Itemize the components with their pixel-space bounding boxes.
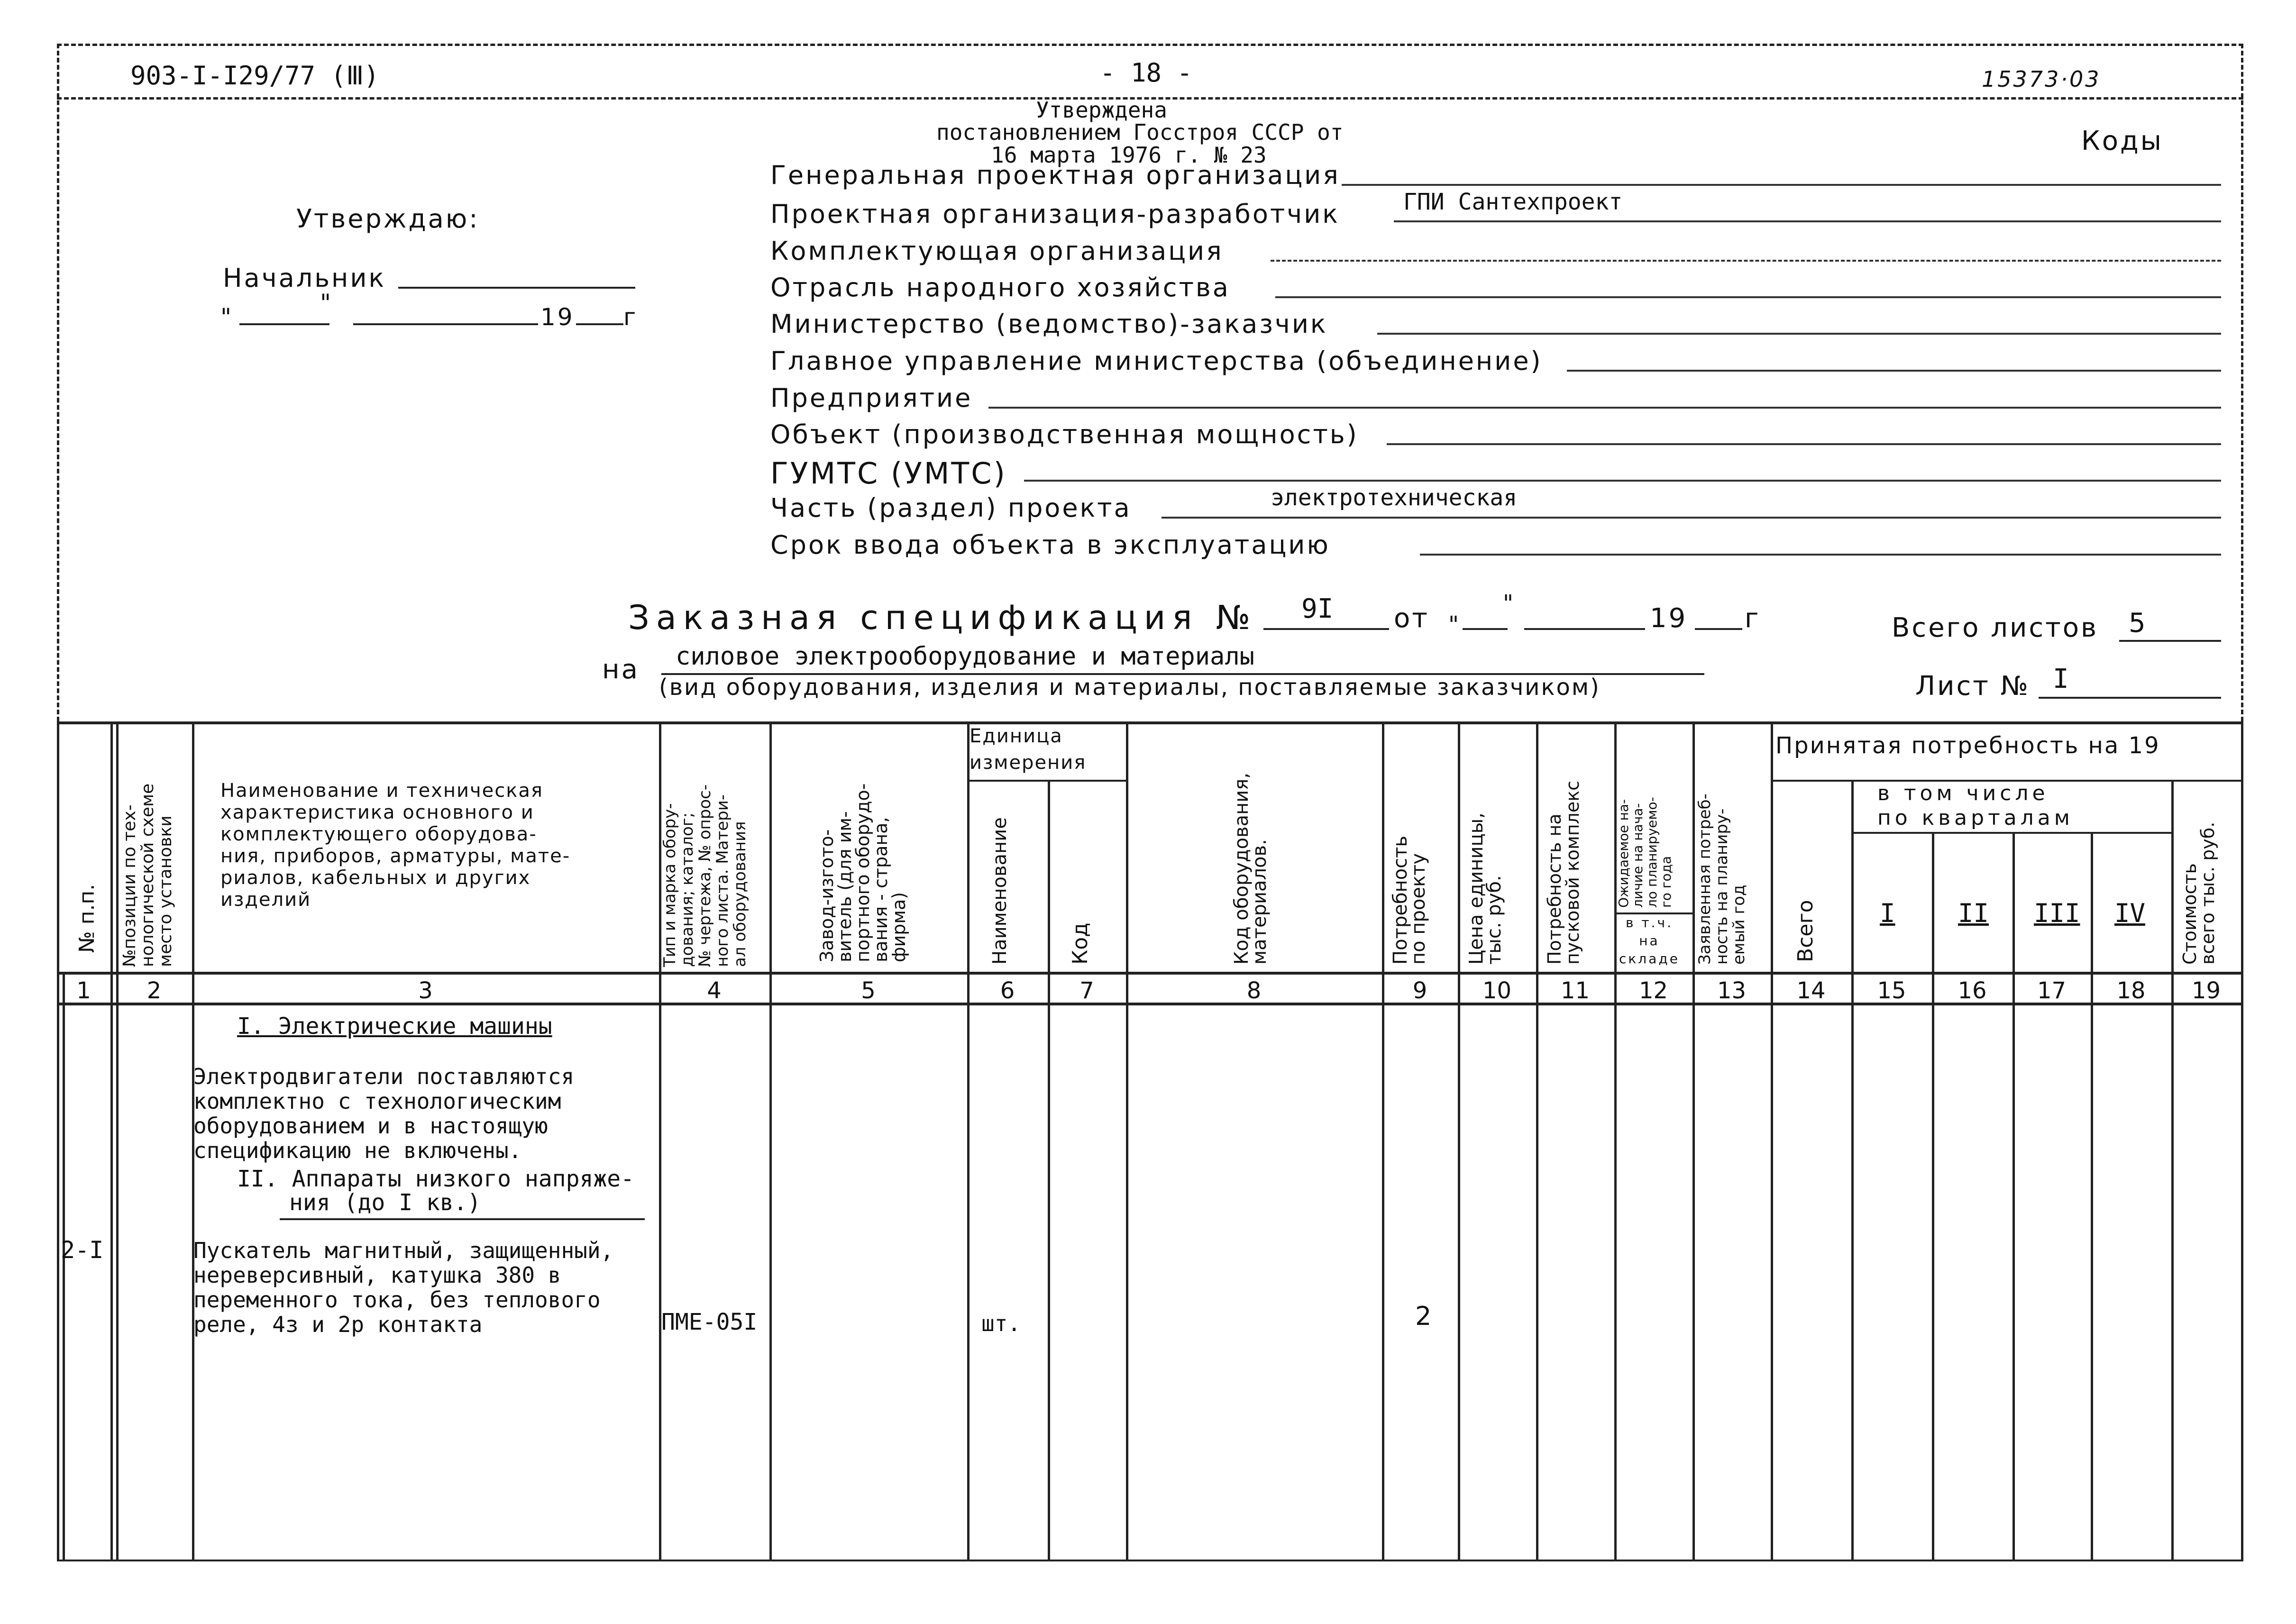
colnum-19: 19: [2191, 977, 2221, 1004]
header-c15: I: [1880, 898, 1895, 928]
section-1-note: Электродвигатели поставляются комплектно с технологическим оборудованием и в настоящую спецификацию не включены.: [193, 1064, 575, 1163]
col-border-7: [1126, 721, 1128, 1560]
codes-label: Коды: [2081, 126, 2163, 156]
field-complect-org-line: [1271, 260, 2221, 262]
header-c14: Всего: [1793, 900, 1818, 962]
col-border-14: [1851, 780, 1854, 1560]
colnum-14: 14: [1796, 977, 1826, 1004]
col-border-18: [2171, 780, 2174, 1560]
header-c10: Цена единицы, тыс. руб.: [1465, 812, 1505, 965]
col-border-4: [769, 721, 772, 1560]
header-c5: Завод-изгото- витель (для им- портного оборудо- вания - страна, фирма): [816, 783, 909, 962]
chief-signature-line: [398, 287, 635, 289]
approved-note-line2: постановлением Госстроя СССР от: [936, 119, 1344, 145]
chief-label: Начальник: [223, 263, 386, 293]
frame-left: [57, 44, 59, 721]
field-gumts: ГУМТС (УМТС): [770, 456, 1007, 491]
spec-subject-caption: (вид оборудования, изделия и материалы, поставляемые заказчиком): [659, 674, 1601, 701]
colnum-12: 12: [1638, 977, 1668, 1004]
header-accepted-group: Принятая потребность на 19: [1775, 732, 2160, 759]
col-border-6: [1048, 780, 1050, 1560]
field-industry: Отрасль народного хозяйства: [770, 273, 1230, 302]
colnum-1: 1: [76, 977, 91, 1004]
header-c4: Тип и марка обору- дования; каталог; № чертежа, № опрос- ного листа. Матери- ал оборудования: [660, 784, 750, 967]
field-general-org: Генеральная проектная организация: [770, 160, 1340, 190]
row-quantity: 2: [1415, 1301, 1434, 1331]
colnum-17: 17: [2037, 977, 2067, 1004]
spec-subject: силовое электрооборудование и материалы: [676, 642, 1254, 671]
field-enterprise-line: [988, 407, 2221, 409]
spec-month-line: [1524, 628, 1645, 630]
header-c12-bottom: в т.ч. на складе: [1619, 915, 1680, 967]
field-main-directorate: Главное управление министерства (объединение): [770, 346, 1543, 376]
date-quote-close: ": [320, 289, 333, 317]
col-border-0: [57, 721, 59, 1560]
col-border-8: [1382, 721, 1384, 1560]
approve-year-suffix: г: [623, 303, 638, 331]
col-border-1: [110, 721, 113, 1560]
approve-year-line: [576, 323, 623, 325]
field-ministry-line: [1377, 333, 2221, 335]
field-complect-org: Комплектующая организация: [770, 236, 1224, 266]
col-border-13: [1771, 721, 1773, 1560]
frame-right: [2241, 44, 2243, 721]
field-general-org-line: [1342, 184, 2221, 186]
colnum-15: 15: [1877, 977, 1906, 1004]
field-commission-date-line: [1420, 554, 2221, 556]
date-quote-open: ": [220, 303, 233, 331]
col-border-12: [1692, 721, 1695, 1560]
field-commission-date: Срок ввода объекта в эксплуатацию: [770, 530, 1330, 560]
approve-year-prefix: 19: [540, 303, 575, 331]
spec-date-close: ": [1503, 590, 1516, 617]
header-c13: Заявленная потреб- ность на планиру- емый год: [1695, 794, 1748, 965]
spec-year-suffix: г: [1745, 603, 1761, 634]
colnum-7: 7: [1079, 977, 1094, 1004]
sheet-value: I: [2053, 664, 2069, 694]
unit-group-rule: [967, 780, 1126, 782]
colnum-10: 10: [1482, 977, 1512, 1004]
row-unit: шт.: [981, 1311, 1021, 1336]
spec-title: Заказная спецификация №: [628, 598, 1257, 637]
colnum-18: 18: [2116, 977, 2146, 1004]
table-bottom-border: [57, 1560, 2243, 1561]
col-border-0b: [63, 972, 65, 1560]
col-border-1b: [116, 721, 119, 1560]
col-border-16: [2012, 832, 2015, 1560]
spec-from-label: от: [1394, 603, 1429, 634]
colnum-3: 3: [418, 977, 433, 1004]
colnum-11: 11: [1560, 977, 1590, 1004]
field-project-part: Часть (раздел) проекта: [770, 493, 1132, 523]
col-border-19: [2241, 721, 2243, 1560]
spec-year-prefix: 19: [1650, 603, 1688, 634]
section-2-title-line2: ния (до I кв.): [289, 1189, 481, 1216]
field-project-org-line: [1394, 220, 2221, 222]
total-sheets-line: [2119, 640, 2221, 642]
field-gumts-line: [1024, 480, 2221, 482]
field-enterprise: Предприятие: [770, 383, 973, 413]
spec-date-open: ": [1448, 611, 1461, 638]
field-project-org: Проектная организация-разработчик: [770, 199, 1340, 229]
approve-title: Утверждаю:: [296, 204, 480, 234]
frame-top: [57, 44, 2243, 46]
col-border-17: [2091, 832, 2093, 1560]
header-quarter-group: в том числе по кварталам: [1877, 781, 2074, 830]
section-2-underline: [280, 1218, 645, 1220]
header-c1: № п.п.: [75, 884, 99, 953]
colnum-6: 6: [1000, 977, 1015, 1004]
col-border-5: [967, 721, 970, 1560]
row-number: 2-I: [61, 1236, 104, 1264]
field-object: Объект (производственная мощность): [770, 420, 1359, 449]
row-type: ПМЕ-05I: [661, 1309, 758, 1335]
colnum-16: 16: [1958, 977, 1987, 1004]
header-c17: III: [2034, 898, 2080, 928]
approve-day-line: [239, 323, 329, 325]
field-object-line: [1387, 443, 2221, 445]
colnum-2: 2: [146, 977, 162, 1004]
col-border-15: [1932, 832, 1934, 1560]
spec-on-label: на: [602, 654, 640, 685]
section-2-title-line1: II. Аппараты низкого напряже-: [237, 1166, 635, 1192]
header-c11: Потребность на пусковой комплекс: [1544, 780, 1583, 965]
field-project-part-line: [1162, 517, 2221, 519]
sheet-label: Лист №: [1915, 671, 2030, 702]
total-sheets-value: 5: [2129, 608, 2148, 639]
colnum-9: 9: [1412, 977, 1427, 1004]
header-unit-group: Единица измерения: [970, 725, 1087, 774]
header-c2: №позиции по тех- нологической схеме место установки: [120, 783, 175, 967]
header-c7: Код: [1068, 922, 1092, 965]
sheet-line: [2039, 697, 2221, 699]
field-industry-line: [1275, 296, 2221, 298]
field-project-part-value: электротехническая: [1271, 484, 1518, 511]
table-top-border: [57, 721, 2243, 724]
header-c16: II: [1958, 898, 1989, 928]
approve-month-line: [353, 323, 538, 325]
field-main-directorate-line: [1567, 370, 2221, 372]
header-c3: Наименование и техническая характеристика основного и комплектующего оборудова- ния, приборов, арматуры, мате- риалов, кабельных и других изделий: [220, 780, 571, 911]
header-c6: Наименование: [989, 817, 1011, 965]
spec-year-line: [1695, 628, 1742, 630]
field-project-org-value: ГПИ Сантехпроект: [1403, 189, 1623, 215]
document-code: 903-I-I29/77 (Ⅲ): [130, 61, 379, 91]
header-c12-top: Ожидаемое на- личие на нача- ло планируемо- го года: [1616, 797, 1674, 908]
archive-number: 15373·03: [1982, 66, 2101, 92]
page-number: - 18 -: [1100, 58, 1193, 88]
header-bottom-rule: [57, 972, 2243, 975]
colnum-8: 8: [1246, 977, 1262, 1004]
spec-number: 9I: [1301, 593, 1334, 624]
spec-number-line: [1263, 628, 1389, 630]
field-ministry: Министерство (ведомство)-заказчик: [770, 309, 1328, 339]
row-name: Пускатель магнитный, защищенный, нереверсивный, катушка 380 в переменного тока, без теплового реле, 4з и 2р контакта: [193, 1238, 614, 1337]
col-border-10: [1536, 721, 1538, 1560]
spec-day-line: [1463, 628, 1508, 630]
colnum-5: 5: [861, 977, 876, 1004]
colnum-13: 13: [1717, 977, 1747, 1004]
approved-note-line3: 16 марта 1976 г. № 23: [991, 142, 1267, 168]
header-c9: Потребность по проекту: [1390, 835, 1429, 965]
header-c8: Код оборудования, материалов.: [1231, 772, 1271, 965]
section-1-title: I. Электрические машины: [237, 1013, 552, 1040]
col-border-9: [1458, 721, 1460, 1560]
total-sheets-label: Всего листов: [1892, 612, 2099, 643]
approved-note-line1: Утверждена: [1036, 97, 1167, 123]
colnum-4: 4: [707, 977, 722, 1004]
header-c19: Стоимость всего тыс. руб.: [2179, 821, 2218, 965]
quarter-group-rule: [1851, 832, 2172, 834]
header-c18: IV: [2114, 898, 2146, 928]
